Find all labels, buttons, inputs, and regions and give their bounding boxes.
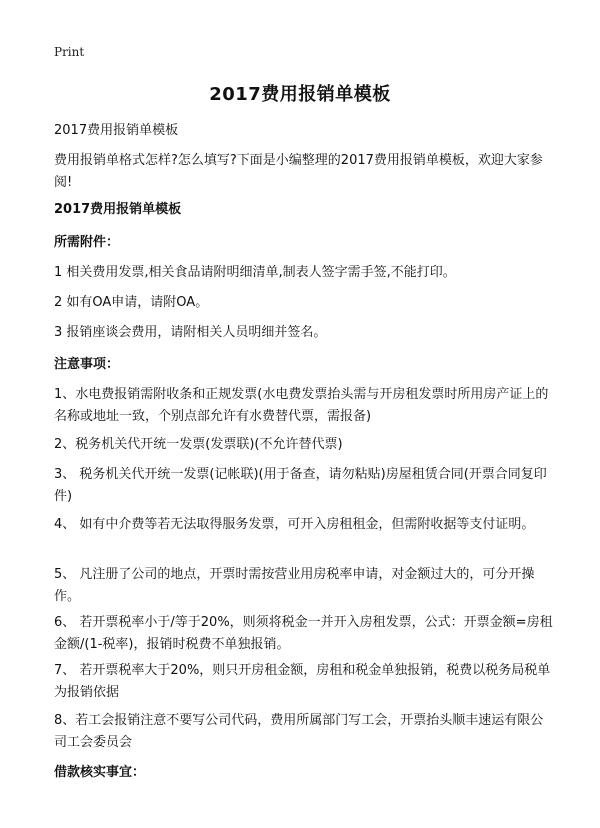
note-item-7: 7、 若开票税率大于20%，则只开房租金额，房租和税金单独报销，税费以税务局税单为报销依据 <box>54 663 551 700</box>
section-heading: 2017费用报销单模板 <box>54 202 182 217</box>
attachment-item-1: 1 相关费用发票,相关食品请附明细清单,制表人签字需手签,不能打印。 <box>54 265 456 280</box>
note-item-6: 6、 若开票税率小于/等于20%，则须将税金一并开入房租发票，公式：开票金额=房租金额/(1-税率)，报销时税费不单独报销。 <box>54 615 553 652</box>
loan-heading: 借款核实事宜： <box>54 765 146 780</box>
intro-paragraph: 费用报销单格式怎样?怎么填写?下面是小编整理的2017费用报销单模板，欢迎大家参阅! <box>54 153 543 190</box>
note-item-5: 5、 凡注册了公司的地点，开票时需按营业用房税率申请，对金额过大的，可分开操作。 <box>54 567 535 604</box>
subtitle: 2017费用报销单模板 <box>54 123 179 138</box>
print-link[interactable]: Print <box>54 45 85 59</box>
attachments-heading: 所需附件： <box>54 235 120 250</box>
note-item-4: 4、 如有中介费等若无法取得服务发票，可开入房租租金，但需附收据等支付证明。 <box>54 517 535 532</box>
page-title: 2017费用报销单模板 <box>209 84 391 105</box>
note-item-8: 8、若工会报销注意不要写公司代码，费用所属部门写工会，开票抬头顺丰速运有限公司工会委员会 <box>54 713 544 750</box>
note-item-3: 3、 税务机关代开统一发票(记帐联)(用于备查，请勿粘贴)房屋租赁合同(开票合同复印件) <box>54 467 547 504</box>
attachment-item-2: 2 如有OA申请，请附OA。 <box>54 295 209 310</box>
attachment-item-3: 3 报销座谈会费用，请附相关人员明细并签名。 <box>54 325 327 340</box>
notes-heading: 注意事项： <box>54 357 120 372</box>
note-item-1: 1、水电费报销需附收条和正规发票(水电费发票抬头需与开房租发票时所用房产证上的名称或地址一致，个别点部允许有水费替代票，需报备) <box>54 387 549 424</box>
note-item-2: 2、税务机关代开统一发票(发票联)(不允许替代票) <box>54 437 343 452</box>
